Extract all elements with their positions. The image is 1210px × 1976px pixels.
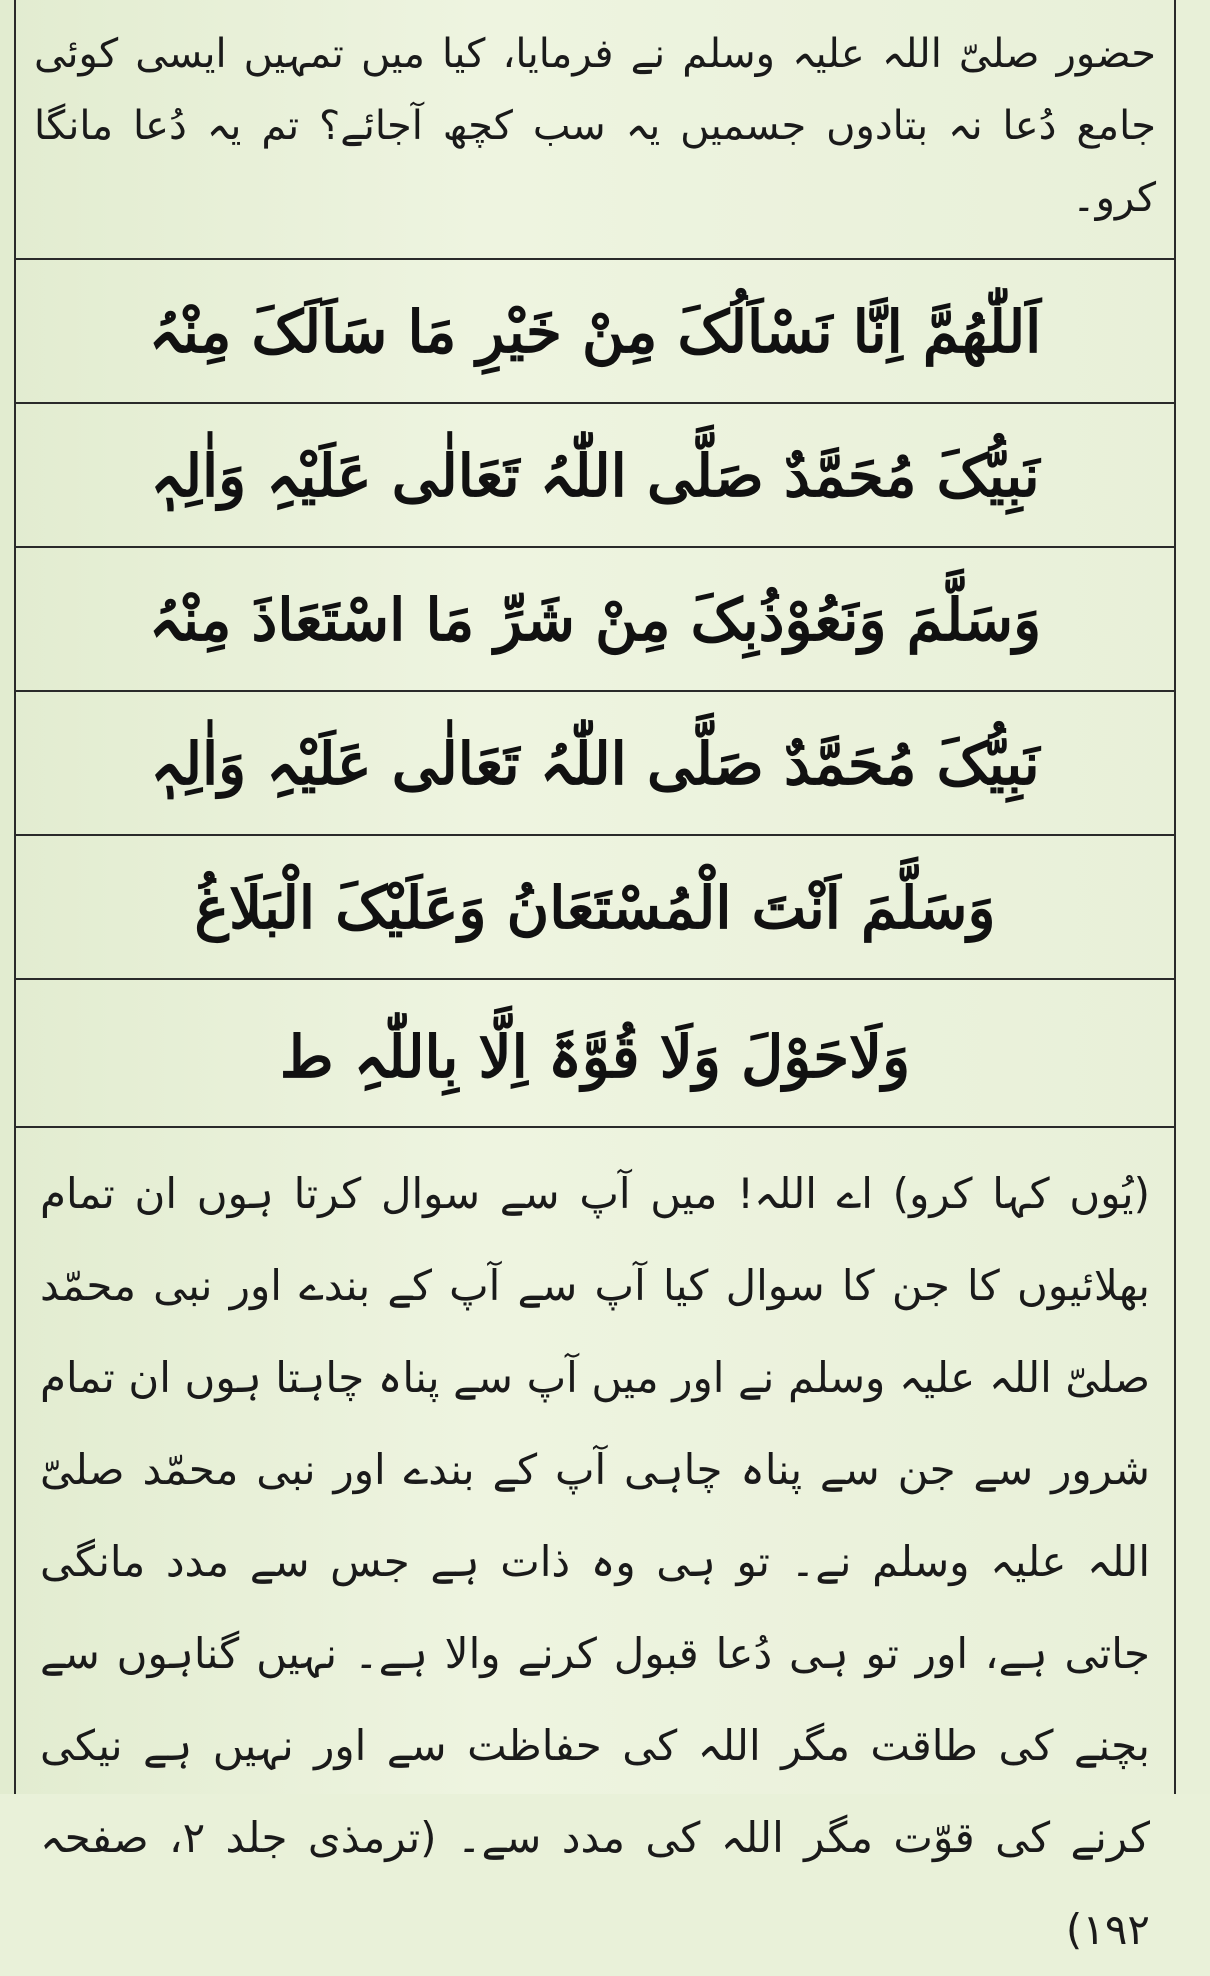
- dua-box: [14, 258, 1176, 1128]
- dua-line: نَبِیُّکَ مُحَمَّدٌ صَلَّی اللّٰہُ تَعَالٰی عَلَیْہِ وَاٰلِہٖ: [14, 692, 1176, 836]
- dua-line: وَلَاحَوْلَ وَلَا قُوَّۃَ اِلَّا بِاللّٰہِ ط: [279, 1023, 911, 1091]
- dua-line: وَسَلَّمَ اَنْتَ الْمُسْتَعَانُ وَعَلَیْکَ الْبَلَاغُ: [14, 836, 1176, 980]
- dua-line: نَبِیُّکَ مُحَمَّدٌ صَلَّی اللّٰہُ تَعَالٰی عَلَیْہِ وَاٰلِہٖ: [14, 404, 1176, 548]
- dua-line: وَسَلَّمَ وَنَعُوْذُبِکَ مِنْ شَرِّ مَا اسْتَعَاذَ مِنْہُ: [14, 548, 1176, 692]
- dua-line: اَللّٰھُمَّ اِنَّا نَسْاَلُکَ مِنْ خَیْرِ مَا سَاَلَکَ مِنْہُ: [14, 260, 1176, 404]
- translation-paragraph: (یُوں کہا کرو) اے اللہ! میں آپ سے سوال کرتا ہوں ان تمام بھلائیوں کا جن کا سوال کیا آپ سے آپ کے بندے اور نبی محمّد صلیّ اللہ علیہ وسلم نے اور میں آپ سے پناہ چاہتا ہوں ان تمام شرور سے جن سے پناہ چاہی آپ کے بندے اور نبی محمّد صلیّ اللہ علیہ وسلم نے۔ تو ہی وہ ذات ہے جس سے مدد مانگی جاتی ہے، اور تو ہی دُعا قبول کرنے والا ہے۔ نہیں گناہوں سے بچنے کی طاقت مگر اللہ کی حفاظت سے اور نہیں ہے نیکی کرنے کی قوّت مگر اللہ کی مدد سے۔ (ترمذی جلد ۲، صفحہ ۱۹۲): [40, 1169, 1150, 1954]
- intro-paragraph: حضور صلیّ اللہ علیہ وسلم نے فرمایا، کیا میں تمہیں ایسی کوئی جامع دُعا نہ بتادوں جسمیں یہ سب کچھ آجائے؟ تم یہ دُعا مانگا کرو۔: [34, 31, 1156, 221]
